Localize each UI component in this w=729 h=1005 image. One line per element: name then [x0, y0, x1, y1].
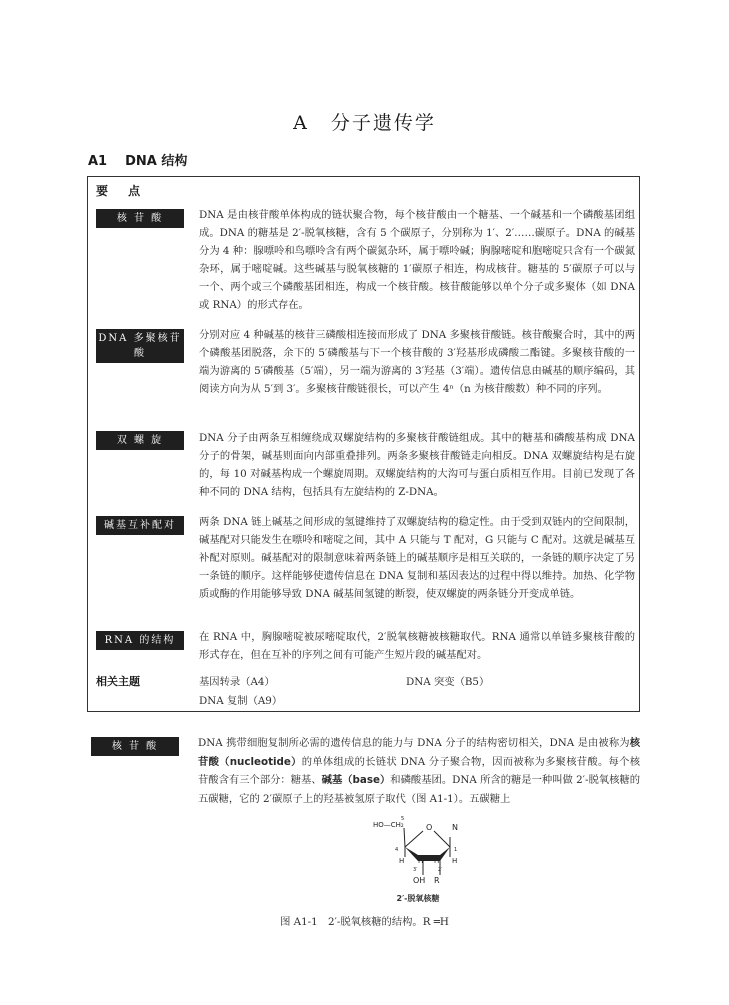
related-topic-mutation: DNA 突变（B5） [406, 676, 490, 688]
para-nucleotide: DNA 是由核苷酸单体构成的链状聚合物，每个核苷酸由一个糖基、一个碱基和一个磷酸基团组成。DNA 的糖基是 2′-脱氧核糖，含有 5 个碳原子，分别称为 1′、2′……碳原子。DNA 的碱基分为 4 种：腺嘌呤和鸟嘌呤含有两个碳氮杂环，属于嘌呤碱；胸腺嘧啶和胞嘧啶只含有一个碳氮杂环，属于嘧啶碱。这些碱基与脱氧核糖的 1′碳原子相连，构成核苷。糖基的 5′碳原子可以与一个、两个或三个磷酸基团相连，构成一个核苷酸。核苷酸能够以单个分子或多聚体（如 DNA 或 RNA）的形式存在。 [199, 209, 635, 311]
para-rna-structure: 在 RNA 中，胸腺嘧啶被尿嘧啶取代，2′脱氧核糖被核糖取代。RNA 通常以单链多聚核苷酸的形式存在，但在互补的序列之间有可能产生短片段的碱基配对。 [199, 631, 635, 661]
c4-number: 4 [395, 847, 399, 853]
section-title [88, 150, 187, 169]
chapter-letter: A [293, 112, 309, 134]
c3-number: 3′ [413, 867, 418, 873]
c5-number: 5 [401, 816, 405, 822]
h-c4-label: H [399, 857, 405, 865]
label-double-helix: 双 螺 旋 [96, 431, 184, 450]
nitrogen-label: N [452, 823, 458, 832]
main-text-3: 和磷酸基团。DNA 所含的糖是一种叫做 2′-脱氧核糖的五碳糖，它的 2′碳原子上的羟基被氢原子取代（图 A1-1）。五碳糖上 [198, 774, 640, 805]
label-base-pairing: 碱基互补配对 [96, 516, 184, 535]
deoxyribose-figure [368, 815, 468, 905]
main-text-2: 的单体组成的长链状 DNA 分子聚合物，因而被称为多聚核苷酸。每个核苷酸含有三个部分：糖基、 [198, 755, 640, 786]
c2-number: 2′ [438, 867, 443, 873]
chapter-title [0, 108, 729, 135]
label-polynucleotide: DNA 多聚核苷酸 [96, 329, 184, 363]
related-topic-replication: DNA 复制（A9） [199, 695, 283, 707]
related-topic-transcription: 基因转录（A4） [199, 676, 275, 688]
ring-oxygen-label: O [426, 823, 433, 832]
main-label-nucleotide: 核 苷 酸 [91, 737, 179, 756]
para-double-helix: DNA 分子由两条互相缠绕成双螺旋结构的多聚核苷酸链组成。其中的糖基和磷酸基构成 DNA 分子的骨架，碱基则面向内部重叠排列。两条多聚核苷酸链走向相反。DNA 双螺旋结构是右旋的，每 10 对碱基构成一个螺旋周期。双螺旋结构的大沟可与蛋白质相互作用。目前已发现了各种不同的 DNA 结构，包括具有左旋结构的 Z-DNA。 [199, 432, 635, 498]
ho-ch2-label: HO—CH₂ [373, 821, 404, 829]
label-nucleotide: 核 苷 酸 [96, 209, 184, 228]
para-polynucleotide: 分别对应 4 种碱基的核苷三磷酸相连接而形成了 DNA 多聚核苷酸链。核苷酸聚合时，其中的两个磷酸基团脱落，余下的 5′磷酸基与下一个核苷酸的 3′羟基形成磷酸二酯键。多聚核苷酸的一端为游离的 5′磷酸基（5′端），另一端为游离的 3′羟基（3′端）。遗传信息由碱基的顺序编码，其阅读方向为从 5′到 3′。多聚核苷酸链很长，可以产生 4ⁿ（n 为核苷酸数）种不同的序列。 [199, 329, 635, 395]
section-name: DNA 结构 [125, 154, 188, 169]
label-rna-structure: RNA 的结构 [96, 631, 184, 650]
related-topics-heading: 相关主题 [96, 675, 140, 688]
keypoints-heading: 要 点 [96, 184, 149, 198]
term-base: 碱基（base） [321, 774, 391, 786]
figure-name: 2′-脱氧核糖 [396, 894, 440, 903]
r-label: R [434, 876, 440, 885]
main-paragraph [198, 734, 640, 808]
figure-caption: 图 A1-1 2′-脱氧核糖的结构。R ═H [280, 916, 449, 928]
c1-number: 1 [454, 847, 458, 853]
para-base-pairing: 两条 DNA 链上碱基之间形成的氢键维持了双螺旋结构的稳定性。由于受到双链内的空间限制，碱基配对只能发生在嘌呤和嘧啶之间，其中 A 只能与 T 配对，G 只能与 C 配对。这就是碱基互补配对原则。碱基配对的限制意味着两条链上的碱基顺序是相互关联的，一条链的顺序决定了另一条链的顺序。这样能够使遗传信息在 DNA 复制和基因表达的过程中得以维持。加热、化学物质或酶的作用能够导致 DNA 碱基间氢键的断裂，使双螺旋的两条链分开变成单链。 [199, 516, 635, 600]
section-number: A1 [88, 154, 108, 169]
h-c1-label: H [452, 857, 458, 865]
keypoints-box [87, 176, 640, 712]
main-text-1: DNA 携带细胞复制所必需的遗传信息的能力与 DNA 分子的结构密切相关，DNA 是由被称为 [198, 737, 630, 749]
term-nucleotide: 核苷酸（nucleotide） [198, 737, 640, 768]
oh-label: OH [413, 876, 426, 885]
chapter-name: 分子遗传学 [330, 112, 436, 134]
